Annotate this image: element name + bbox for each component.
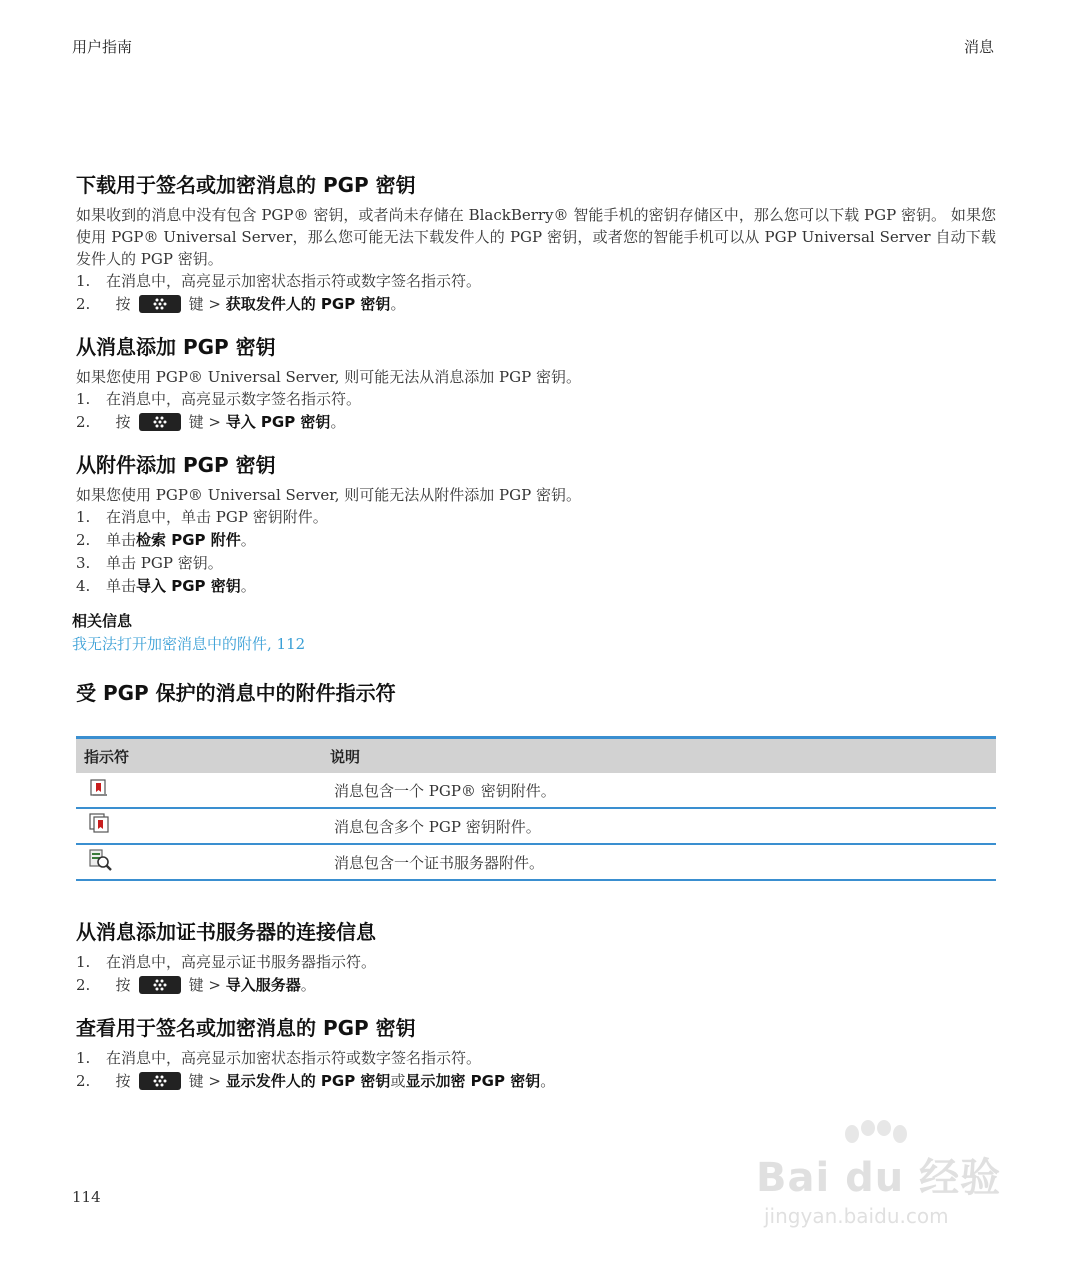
- watermark-brand: Bai du 经验: [756, 1155, 1002, 1201]
- menu-key-icon: [139, 413, 181, 431]
- step-end: 。: [240, 577, 256, 595]
- related-info-link[interactable]: 我无法打开加密消息中的附件, 112: [72, 635, 306, 653]
- menu-item-get-sender-key: 获取发件人的 PGP 密钥: [225, 295, 391, 313]
- page-content: [72, 172, 996, 1111]
- step-item: [76, 1070, 996, 1093]
- table-row: [76, 844, 996, 880]
- indicator-cell: [76, 844, 322, 880]
- step-text: 键 >: [188, 413, 221, 431]
- baidu-watermark: [756, 1120, 1006, 1240]
- step-text: 在消息中，高亮显示数字签名指示符。: [106, 390, 362, 408]
- section-title: 受 PGP 保护的消息中的附件指示符: [76, 681, 396, 705]
- pgp-key-icon: [88, 785, 110, 803]
- menu-item-import-server: 导入服务器: [225, 976, 301, 994]
- step-text: 按: [115, 295, 131, 313]
- description-cell: 消息包含一个证书服务器附件。: [322, 844, 996, 880]
- section-add-key-from-message: [76, 334, 996, 434]
- step-text: 键 >: [188, 976, 221, 994]
- step-item: [76, 529, 996, 552]
- step-item: [76, 388, 996, 411]
- step-number: 1.: [76, 390, 91, 408]
- table-row: [76, 808, 996, 844]
- steps-list: [76, 951, 996, 997]
- step-number: 2.: [76, 295, 91, 313]
- steps-list: [76, 388, 996, 434]
- indicator-cell: [76, 808, 322, 844]
- step-text: 按: [115, 976, 131, 994]
- step-text: 在消息中，高亮显示加密状态指示符或数字签名指示符。: [106, 272, 482, 290]
- menu-item-show-encryption-key: 显示加密 PGP 密钥: [405, 1072, 541, 1090]
- section-title: 查看用于签名或加密消息的 PGP 密钥: [76, 1016, 416, 1040]
- section-attachment-indicators: [76, 680, 996, 881]
- step-text: 单击 PGP 密钥。: [106, 554, 223, 572]
- step-item: [76, 293, 996, 316]
- section-intro: 如果您使用 PGP® Universal Server, 则可能无法从消息添加 PGP 密钥。: [76, 368, 581, 386]
- step-text: 键 >: [188, 1072, 221, 1090]
- pgp-keys-multiple-icon: [88, 822, 112, 840]
- section-title: 从消息添加 PGP 密钥: [76, 335, 276, 359]
- step-item: [76, 411, 996, 434]
- section-add-certificate-server: [76, 919, 996, 997]
- section-intro: 如果收到的消息中没有包含 PGP® 密钥，或者尚未存储在 BlackBerry® 智能手机的密钥存储区中，那么您可以下载 PGP 密钥。 如果您使用 PGP® Universal Server，那么您可能无法下载发件人的 PGP 密钥，或者您的智能手机可以从 PGP Universal Server 自动下载发件人的 PGP 密钥。: [76, 206, 996, 268]
- step-item: [76, 1047, 996, 1070]
- steps-list: [76, 1047, 996, 1093]
- step-text: 或: [390, 1072, 406, 1090]
- step-number: 4.: [76, 577, 91, 595]
- section-title: 下载用于签名或加密消息的 PGP 密钥: [76, 173, 416, 197]
- step-text: 单击: [106, 577, 137, 595]
- step-end: 。: [240, 531, 256, 549]
- step-item: [76, 951, 996, 974]
- section-add-key-from-attachment: [72, 452, 996, 654]
- table-header-row: [76, 738, 996, 774]
- section-title: 从消息添加证书服务器的连接信息: [76, 920, 376, 944]
- section-title: 从附件添加 PGP 密钥: [76, 453, 276, 477]
- indicator-table: [76, 736, 996, 881]
- step-number: 2.: [76, 1072, 91, 1090]
- menu-key-icon: [139, 976, 181, 994]
- description-cell: 消息包含多个 PGP 密钥附件。: [322, 808, 996, 844]
- menu-key-icon: [139, 1072, 181, 1090]
- step-text: 按: [115, 413, 131, 431]
- step-end: 。: [300, 976, 316, 994]
- step-end: 。: [390, 295, 406, 313]
- step-text: 在消息中，高亮显示证书服务器指示符。: [106, 953, 377, 971]
- step-text: 按: [115, 1072, 131, 1090]
- menu-item-import-pgp-key: 导入 PGP 密钥: [225, 413, 331, 431]
- menu-item-show-sender-key: 显示发件人的 PGP 密钥: [225, 1072, 391, 1090]
- watermark-url: jingyan.baidu.com: [764, 1204, 949, 1228]
- section-download-pgp-key: [76, 172, 996, 316]
- step-number: 1.: [76, 1049, 91, 1067]
- step-number: 1.: [76, 272, 91, 290]
- step-number: 1.: [76, 953, 91, 971]
- step-text: 键 >: [188, 295, 221, 313]
- header-doc-title: 用户指南: [72, 38, 133, 56]
- page-number: 114: [72, 1188, 101, 1206]
- section-intro: 如果您使用 PGP® Universal Server, 则可能无法从附件添加 PGP 密钥。: [76, 486, 581, 504]
- menu-key-icon: [139, 295, 181, 313]
- step-number: 2.: [76, 413, 91, 431]
- step-end: 。: [330, 413, 346, 431]
- step-end: 。: [540, 1072, 556, 1090]
- certificate-server-icon: [88, 858, 114, 876]
- step-number: 2.: [76, 976, 91, 994]
- indicator-cell: [76, 773, 322, 808]
- step-item: [76, 974, 996, 997]
- related-info-title: 相关信息: [72, 612, 133, 630]
- step-item: [76, 506, 996, 529]
- steps-list: [76, 506, 996, 598]
- table-row: [76, 773, 996, 808]
- steps-list: [76, 270, 996, 316]
- section-view-pgp-key: [76, 1015, 996, 1093]
- menu-item-retrieve-pgp-attachment: 检索 PGP 附件: [136, 531, 241, 549]
- column-header-description: 说明: [322, 738, 996, 774]
- step-number: 2.: [76, 531, 91, 549]
- column-header-indicator: 指示符: [76, 738, 322, 774]
- step-item: [76, 575, 996, 598]
- step-item: [76, 552, 996, 575]
- step-number: 3.: [76, 554, 91, 572]
- step-text: 在消息中，高亮显示加密状态指示符或数字签名指示符。: [106, 1049, 482, 1067]
- step-text: 单击: [106, 531, 137, 549]
- step-text: 在消息中，单击 PGP 密钥附件。: [106, 508, 328, 526]
- step-number: 1.: [76, 508, 91, 526]
- header-section-title: 消息: [963, 38, 994, 56]
- menu-item-import-pgp-key: 导入 PGP 密钥: [136, 577, 241, 595]
- step-item: [76, 270, 996, 293]
- description-cell: 消息包含一个 PGP® 密钥附件。: [322, 773, 996, 808]
